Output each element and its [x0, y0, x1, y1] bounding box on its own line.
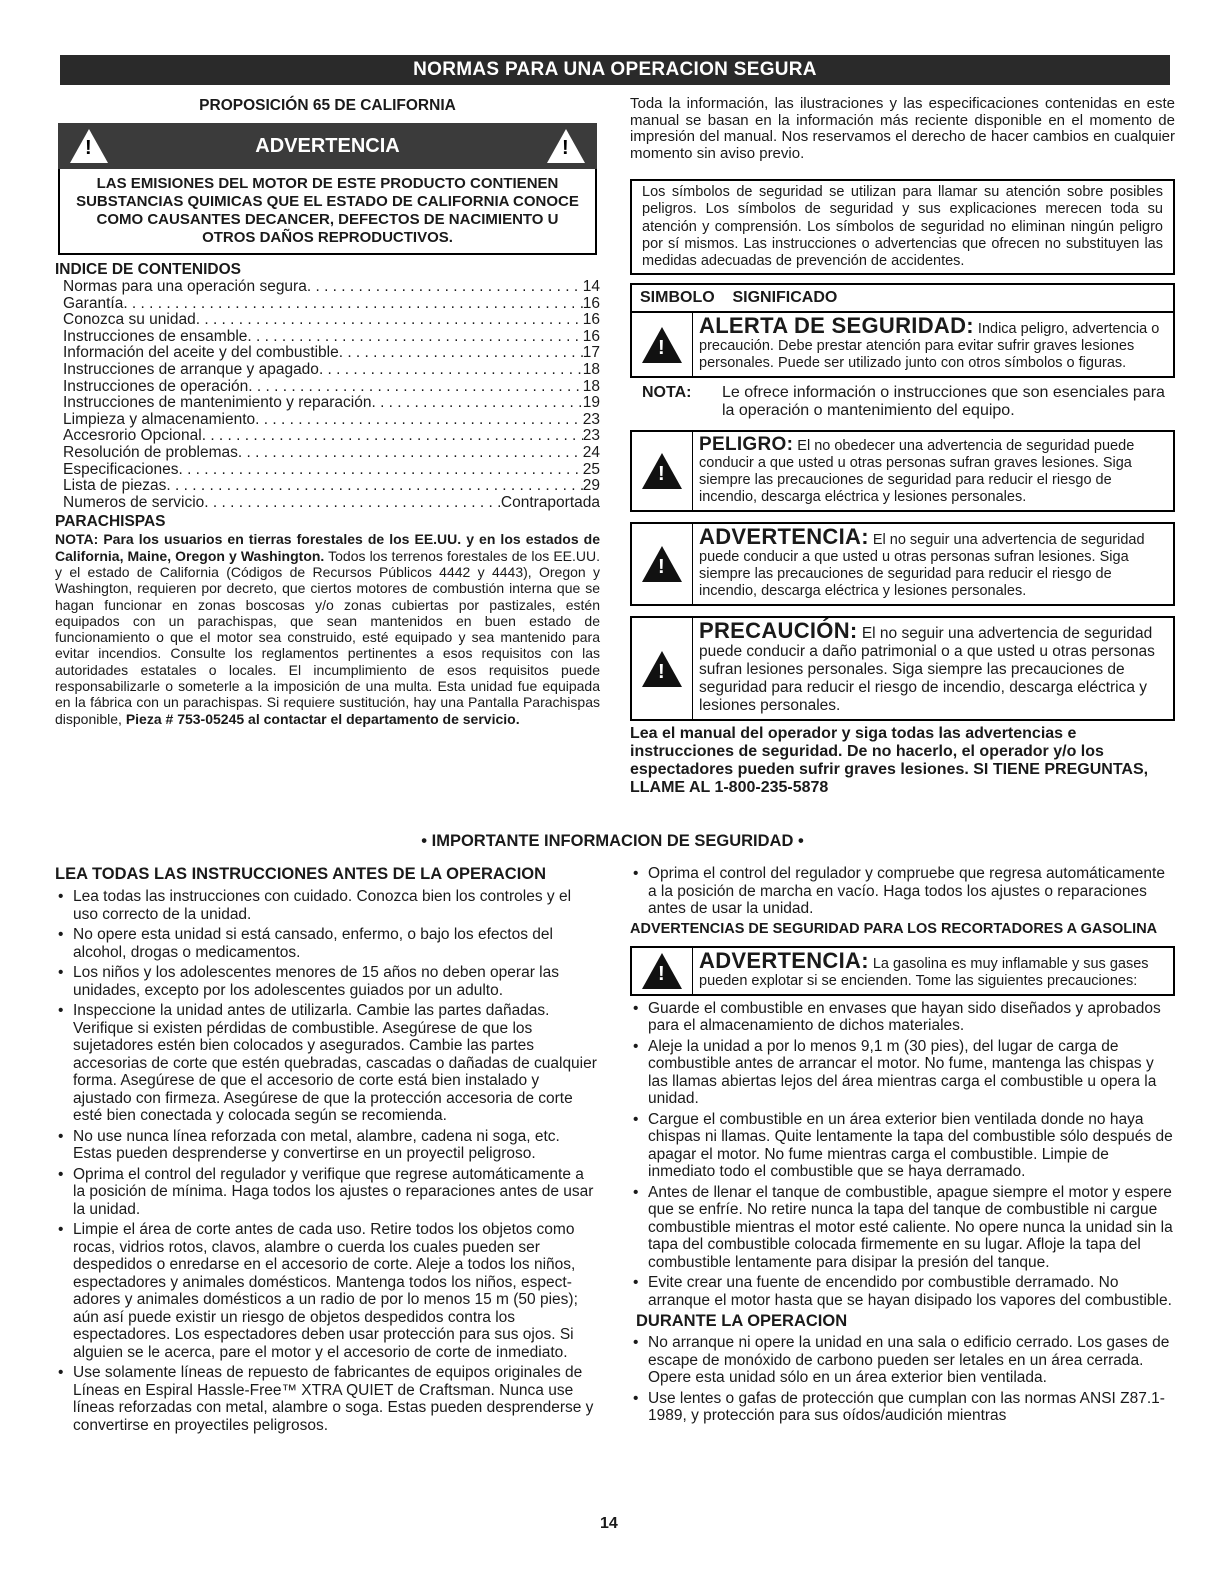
- toc-row: [63, 395, 600, 412]
- peligro-body: El no obedecer una advertencia de seguridad puede conducir a que usted u otras personas sufran graves lesiones. Siga siempre las precauciones de seguridad para reducir el riesgo de incendio, descarga eléctrica y lesiones personales.: [699, 438, 1135, 506]
- toc-row: [63, 445, 600, 462]
- spark-paragraph: [55, 531, 600, 727]
- toc-label: Instrucciones de arranque y apagado: [63, 360, 319, 378]
- prop65-warning: [58, 123, 597, 255]
- toc-label: Limpieza y almacenamiento: [63, 410, 256, 428]
- toc-row: [63, 478, 600, 495]
- toc-row: [63, 462, 600, 479]
- toc-page: 16: [582, 311, 600, 329]
- gasoline-warnings-title: ADVERTENCIAS DE SEGURIDAD PARA LOS RECORTADORES A GASOLINA: [630, 920, 1158, 937]
- toc-label: Normas para una operación segura: [63, 278, 307, 295]
- alert-icon: !: [632, 618, 693, 719]
- peligro-text: [693, 432, 1173, 510]
- list-item: • No opere esta unidad si está cansado, enfermo, o bajo los efectos del alcohol, drogas o medicamentos.: [55, 926, 600, 961]
- nota-text: Le ofrece información o instrucciones que son esenciales para la operación o mantenimiento del equipo.: [722, 384, 1165, 420]
- toc-label: Resolución de problemas: [63, 443, 238, 461]
- gasoline-warning-row: [630, 946, 1175, 996]
- peligro-row: [630, 430, 1175, 512]
- toc-row: [63, 312, 600, 329]
- alerta-head: ALERTA DE SEGURIDAD:: [699, 313, 974, 339]
- list-item: • Use solamente líneas de repuesto de fabricantes de equipos originales de Líneas en Espiral Hassle-Free™ XTRA QUIET de Craftsman. Nunca use líneas reforzadas con metal, alambre o soga. Estas pueden desprenderse y convertirse en proyectiles peligrosos.: [55, 1364, 600, 1434]
- warning-icon: !: [70, 129, 108, 163]
- toc-page: 16: [582, 294, 600, 312]
- warning-text: LAS EMISIONES DEL MOTOR DE ESTE PRODUCTO CONTIENEN SUBSTANCIAS QUIMICAS QUE EL ESTADO DE CALIFORNIA CONOCE COMO CAUSANTES DECANCER, DEFECTOS DE NACIMIENTO U OTROS DAÑOS REPRODUCTIVOS.: [58, 169, 597, 255]
- toc-leader: [319, 362, 583, 379]
- intro-paragraph: Toda la información, las ilustraciones y las especificaciones contenidas en este manual se basan en la información más reciente disponible en el momento de impresión del manual. Nos reservamos el derecho de hacer cambios en cualquier momento sin aviso previo.: [630, 95, 1175, 162]
- bottom-left-column: [55, 865, 600, 1437]
- precaucion-row: [630, 616, 1175, 721]
- bottom-right-column: [630, 865, 1175, 1428]
- toc-label: Garantía: [63, 294, 124, 312]
- toc-page: 18: [582, 360, 600, 378]
- operation-list: [630, 1334, 1175, 1425]
- toc-label: Conozca su unidad: [63, 311, 196, 329]
- read-manual-notice: Lea el manual del operador y siga todas las advertencias e instrucciones de seguridad. De no hacerlo, el operador y/o los espectadores pueden sufrir graves lesiones. SI TIENE PREGUNTAS, LLAME AL 1-800-235-5878: [630, 725, 1149, 797]
- precaucion-text: [693, 618, 1173, 719]
- toc-row: [63, 279, 600, 296]
- list-item: • Los niños y los adolescentes menores de 15 años no deben operar las unidades, excepto por los adolescentes guiados por un adulto.: [55, 964, 600, 999]
- toc-label: Información del aceite y del combustible: [63, 344, 339, 362]
- list-item: • Lea todas las instrucciones con cuidado. Conozca bien los controles y el uso correcto de la unidad.: [55, 888, 600, 923]
- toc-page: 19: [582, 394, 600, 412]
- toc-leader: [371, 395, 582, 412]
- alert-icon: !: [632, 432, 693, 510]
- spark-part-number: Pieza # 753-05245 al contactar el departamento de servicio.: [125, 710, 520, 727]
- toc-leader: [123, 296, 582, 313]
- spark-body: Todos los terrenos forestales de los EE.UU. y el estado de California (Códigos de Recursos Públicos 4442 y 4443), Oregon y Washington, requieren por decreto, que ciertos motores de combustión interna que se hagan funcionar en zonas boscosas y/o zonas cubiertas por pastizales, estén equipados con un parachispas, que sean mantenidos en buen estado de funcionamiento o que el motor sea construido, esté equipado y sea mantenido para evitar incendios. Consulte los reglamentos pertinentes a esos requisitos con las autoridades estatales o locales. El incumplimiento de esos requisitos puede responsabilizarle o someterle a la imposición de una multa. Esta unidad fue equipada en la fábrica con un parachispas. Si requiere sustitución, hay una Pantalla Parachispas disponible,: [55, 547, 600, 727]
- toc-leader: [196, 312, 583, 329]
- toc-label: Especificaciones: [63, 460, 179, 478]
- list-item: • Aleje la unidad a por lo menos 9,1 m (30 pies), del lugar de carga de combustible antes de arrancar el motor. No fume, mantenga las chispas y las llamas abiertas lejos del área mientras carga el combustible u opera la unidad.: [630, 1038, 1175, 1108]
- toc-label: Instrucciones de ensamble: [63, 327, 248, 345]
- toc-label: Instrucciones de mantenimiento y reparación: [63, 394, 372, 412]
- toc-page: Contraportada: [500, 493, 600, 511]
- toc-row: [63, 379, 600, 396]
- toc-row: [63, 345, 600, 362]
- toc-label: Lista de piezas: [63, 477, 167, 495]
- prop65-title: PROPOSICIÓN 65 DE CALIFORNIA: [199, 97, 456, 114]
- list-item: • Use lentes o gafas de protección que cumplan con las normas ANSI Z87.1-1989, y protección para sus oídos/audición mientras: [630, 1390, 1175, 1425]
- warning-header: [58, 123, 597, 169]
- read-instructions-title: LEA TODAS LAS INSTRUCCIONES ANTES DE LA OPERACION: [55, 865, 547, 883]
- during-operation-title: DURANTE LA OPERACION: [636, 1312, 848, 1330]
- left-column-top: [55, 97, 600, 727]
- toc-leader: [247, 329, 582, 346]
- advertencia-body: El no seguir una advertencia de seguridad puede conducir a que usted u otras personas sufran lesiones. Siga siempre las precauciones de seguridad para reducir el riesgo de incendio, descarga eléctrica y lesiones personales.: [699, 532, 1145, 600]
- toc-row: [63, 412, 600, 429]
- warning-icon: !: [547, 129, 585, 163]
- symbols-box: Los símbolos de seguridad se utilizan para llamar su atención sobre posibles peligros. Los símbolos de seguridad y sus explicaciones merecen toda su atención y comprensión. Los símbolos de seguridad no eliminan ningún peligro por sí mismos. Las instrucciones o advertencias que ofrecen no substituyen las medidas adecuadas de prevención de accidentes.: [630, 179, 1175, 275]
- toc-leader: [307, 279, 583, 296]
- advertencia-text: [693, 524, 1173, 604]
- alert-icon: !: [632, 313, 693, 376]
- gasoline-warning-head: ADVERTENCIA:: [699, 947, 869, 973]
- toc-leader: [178, 462, 582, 479]
- toc-title: INDICE DE CONTENIDOS: [55, 261, 242, 278]
- toc-page: 16: [582, 327, 600, 345]
- toc-leader: [238, 445, 583, 462]
- toc-row: [63, 428, 600, 445]
- toc-page: 25: [582, 460, 600, 478]
- nota-label: NOTA:: [642, 384, 692, 402]
- warning-title: ADVERTENCIA: [255, 134, 400, 157]
- toc-row: [63, 495, 600, 512]
- toc-leader: [204, 495, 501, 512]
- advertencia-head: ADVERTENCIA:: [699, 524, 869, 550]
- precaucion-body: El no seguir una advertencia de seguridad puede conducir a daño patrimonial o a que usted u otras personas sufran lesiones personales. Siga siempre las precauciones de seguridad para reducir el riesgo de incendio, descarga eléctrica y lesiones personales.: [699, 625, 1155, 715]
- toc-leader: [166, 478, 582, 495]
- page-banner: NORMAS PARA UNA OPERACION SEGURA: [60, 55, 1170, 85]
- nota-row: [630, 384, 1175, 420]
- page-number: 14: [600, 1515, 618, 1532]
- list-item: • Guarde el combustible en envases que hayan sido diseñados y aprobados para el almacenamiento de dichos materiales.: [630, 1000, 1175, 1035]
- alerta-body: Indica peligro, advertencia o precaución. Debe prestar atención para evitar sufrir graves lesiones personales. Puede ser utilizado junto con otros símbolos o figuras.: [699, 321, 1160, 372]
- toc-page: 24: [582, 443, 600, 461]
- toc-page: 23: [582, 427, 600, 445]
- toc-page: 23: [582, 410, 600, 428]
- alert-icon: !: [632, 948, 693, 994]
- alert-icon: !: [632, 524, 693, 604]
- toc-page: 18: [582, 377, 600, 395]
- toc-row: [63, 296, 600, 313]
- list-item: • Inspeccione la unidad antes de utilizarla. Cambie las partes dañadas. Verifique si existen pérdidas de combustible. Asegúrese de que los sujetadores estén bien colocados y asegurados. Cambie las partes accesorias de corte que estén quebradas, cascadas o dañadas de cualquier forma. Asegúrese de que el accesorio de corte está bien instalado y ajustado con firmeza. Asegúrese de que la protección accesoria de corte esté bien conectada y colocada según se recomienda.: [55, 1002, 600, 1125]
- toc-page: 17: [582, 344, 600, 362]
- toc-leader: [339, 345, 583, 362]
- list-item: • No use nunca línea reforzada con metal, alambre, cadena ni soga, etc. Estas pueden desprenderse y convertirse en un proyectil peligroso.: [55, 1128, 600, 1163]
- gasoline-warning-body: La gasolina es muy inflamable y sus gases pueden explotar si se encienden. Tome las siguientes precauciones:: [699, 955, 1149, 989]
- toc-leader: [202, 428, 583, 445]
- fuel-safety-list: [630, 1000, 1175, 1310]
- throttle-list: [630, 865, 1175, 918]
- list-item: • Limpie el área de corte antes de cada uso. Retire todos los objetos como rocas, vidrios rotos, clavos, alambre o cuerda los cuales pueden ser despedidos o enredarse en el accesorio de corte. Aleje a todos los niños, espectadores y animales domésticos. Mantenga todos los niños, espect-adores y animales domésticos a un radio de por lo menos 15 m (50 pies); aún así puede existir un riesgo de objetos despedidos contra los espectadores. Los espectadores deben usar protección para sus ojos. Si alguien se le acerca, pare el motor y el accesorio de corte de inmediato.: [55, 1221, 600, 1361]
- toc-page: 14: [582, 278, 600, 295]
- list-item: • Antes de llenar el tanque de combustible, apague siempre el motor y espere que se enfríe. No retire nunca la tapa del tanque de combustible ni cargue combustible mientras el motor esté caliente. No opere nunca la unidad sin la tapa del combustible colocada firmemente en su lugar. Afloje la tapa del combustible lentamente para disipar la presión del tanque.: [630, 1184, 1175, 1272]
- toc-page: 29: [582, 477, 600, 495]
- toc-row: [63, 329, 600, 346]
- list-item: • Oprima el control del regulador y compruebe que regresa automáticamente a la posición de marcha en vacío. Haga todos los ajustes o reparaciones antes de usar la unidad.: [630, 865, 1175, 918]
- spark-title: PARACHISPAS: [55, 513, 166, 531]
- symbol-header: SIMBOLO SIGNIFICADO: [630, 283, 1175, 313]
- important-info-title: • IMPORTANTE INFORMACION DE SEGURIDAD •: [421, 832, 804, 850]
- list-item: • Oprima el control del regulador y verifique que regrese automáticamente a la posición de mínima. Haga todos los ajustes o reparaciones antes de usar la unidad.: [55, 1166, 600, 1219]
- toc-leader: [255, 412, 583, 429]
- toc-leader: [248, 379, 582, 396]
- advertencia-row: [630, 522, 1175, 606]
- toc-label: Instrucciones de operación: [63, 377, 249, 395]
- gasoline-warning-text: [693, 948, 1173, 994]
- alerta-text: [693, 313, 1173, 376]
- list-item: • Evite crear una fuente de encendido por combustible derramado. No arranque el motor hasta que se hayan disipado los vapores del combustible.: [630, 1274, 1175, 1309]
- precaucion-head: PRECAUCIÓN:: [699, 618, 858, 644]
- peligro-head: PELIGRO:: [699, 434, 794, 456]
- instructions-list: [55, 888, 600, 1434]
- list-item: • No arranque ni opere la unidad en una sala o edificio cerrado. Los gases de escape de monóxido de carbono pueden ser letales en un área cerrada. Opere esta unidad sólo en un área exterior bien ventilada.: [630, 1334, 1175, 1387]
- alerta-row: [630, 313, 1175, 378]
- toc-label: Numeros de servicio: [63, 493, 205, 511]
- toc-label: Accesrorio Opcional: [63, 427, 202, 445]
- right-column-top: [630, 96, 1175, 797]
- spark-note: NOTA: Para los usuarios en tierras forestales de los EE.UU. y en los estados de California, Maine, Oregon y Washington.: [55, 531, 600, 564]
- toc-row: [63, 362, 600, 379]
- list-item: • Cargue el combustible en un área exterior bien ventilada donde no haya chispas ni llamas. Quite lentamente la tapa del combustible sólo después de apagar el motor. No fume mientras carga el combustible. Limpie de inmediato todo el combustible que se haya derramado.: [630, 1111, 1175, 1181]
- table-of-contents: [55, 279, 600, 511]
